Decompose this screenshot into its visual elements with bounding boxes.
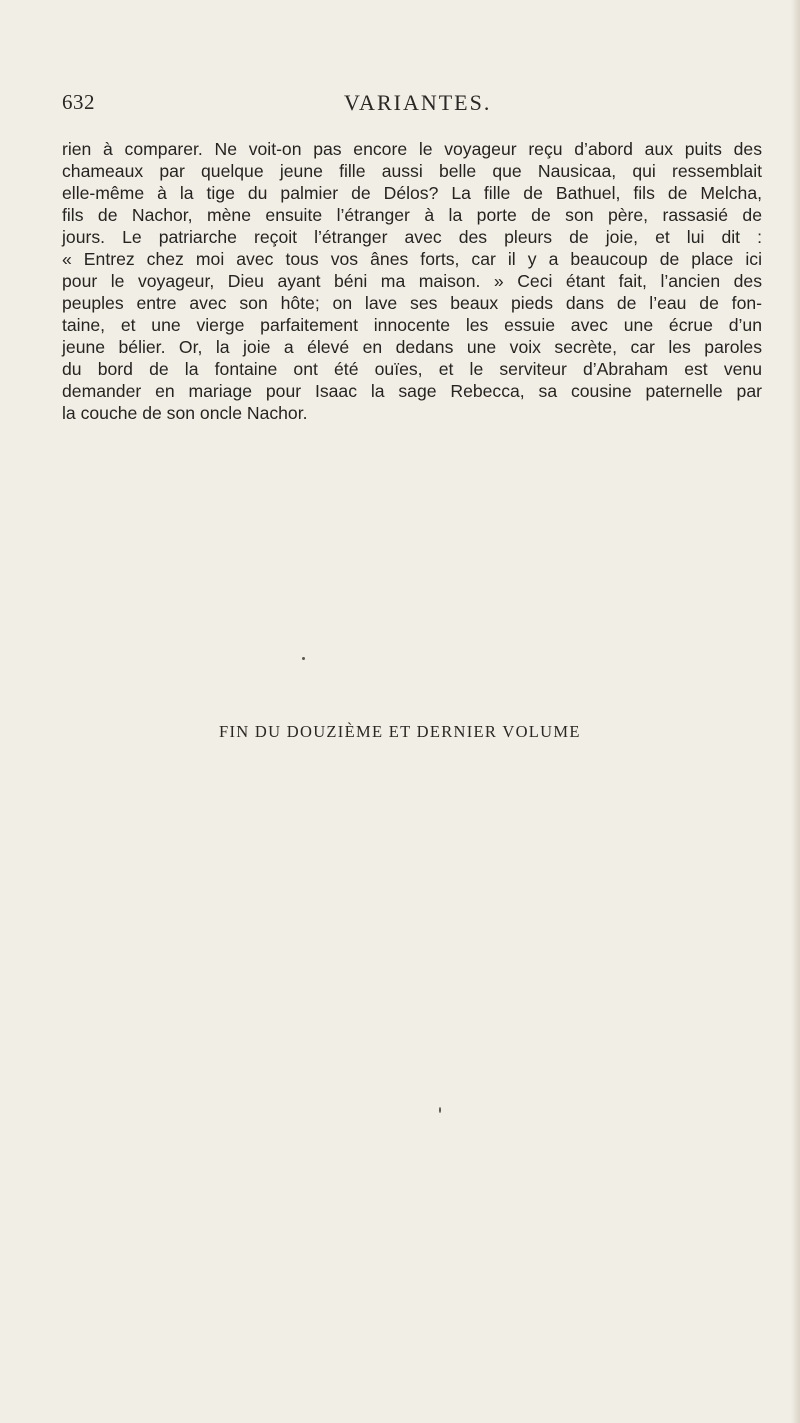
page-edge-shadow xyxy=(791,0,800,1423)
colophon: FIN DU DOUZIÈME ET DERNIER VOLUME xyxy=(219,722,581,741)
page-number: 632 xyxy=(62,90,95,114)
text-line: du bord de la fontaine ont été ouïes, et le serviteur d’Abraham est venu xyxy=(62,359,762,379)
text-line: peuples entre avec son hôte; on lave ses beaux pieds dans de l’eau de fon- xyxy=(62,293,762,313)
ink-speck xyxy=(302,657,305,660)
text-line: « Entrez chez moi avec tous vos ânes forts, car il y a beaucoup de place ici xyxy=(62,249,762,269)
text-line: elle-même à la tige du palmier de Délos? La fille de Bathuel, fils de Melcha, xyxy=(62,183,762,203)
text-line: jeune bélier. Or, la joie a élevé en dedans une voix secrète, car les paroles xyxy=(62,337,762,357)
body-text xyxy=(62,138,762,424)
text-line: pour le voyageur, Dieu ayant béni ma maison. » Ceci étant fait, l’ancien des xyxy=(62,271,762,291)
text-line: demander en mariage pour Isaac la sage Rebecca, sa cousine paternelle par xyxy=(62,381,762,401)
running-head xyxy=(62,90,762,120)
text-line: jours. Le patriarche reçoit l’étranger avec des pleurs de joie, et lui dit : xyxy=(62,227,762,247)
text-line: fils de Nachor, mène ensuite l’étranger à la porte de son père, rassasié de xyxy=(62,205,762,225)
text-line: chameaux par quelque jeune fille aussi belle que Nausicaa, qui ressemblait xyxy=(62,161,762,181)
ink-speck xyxy=(439,1107,441,1113)
text-line: rien à comparer. Ne voit-on pas encore le voyageur reçu d’abord aux puits des xyxy=(62,139,762,159)
text-line: taine, et une vierge parfaitement innocente les essuie avec une écrue d’un xyxy=(62,315,762,335)
running-title: VARIANTES. xyxy=(344,90,492,115)
text-line-last: la couche de son oncle Nachor. xyxy=(62,403,308,423)
